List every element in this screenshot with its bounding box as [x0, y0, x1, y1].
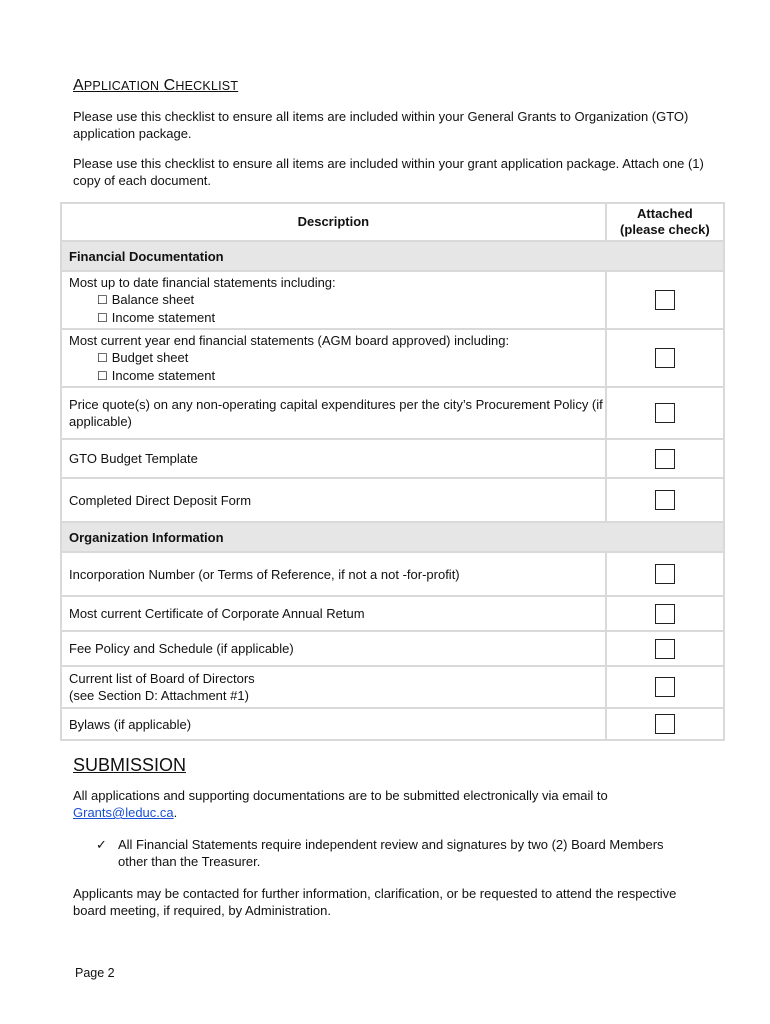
row-description: Most current Certificate of Corporate Annual Retum: [61, 596, 606, 631]
table-row: [61, 271, 724, 329]
table-row: [61, 596, 724, 631]
submission-paragraph-1: [73, 787, 713, 821]
table-row: [61, 329, 724, 387]
attached-checkbox[interactable]: [655, 490, 675, 510]
attached-cell: [606, 708, 724, 740]
heading-word-checklist: HECKLIST: [175, 79, 239, 93]
table-row: [61, 708, 724, 740]
row-text: Most up to date financial statements including:: [69, 274, 336, 290]
row-description: Fee Policy and Schedule (if applicable): [61, 631, 606, 666]
section-row-organization: [61, 522, 724, 552]
sub-item-label: Income statement: [111, 367, 216, 383]
empty-box-icon: ☐: [97, 368, 108, 383]
table-row: [61, 552, 724, 596]
row-description: Incorporation Number (or Terms of Reference, if not a not -for-profit): [61, 552, 606, 596]
page-number: Page 2: [75, 966, 115, 980]
attached-cell: [606, 439, 724, 478]
row-description: Bylaws (if applicable): [61, 708, 606, 740]
attached-checkbox[interactable]: [655, 348, 675, 368]
submission-paragraph-2: Applicants may be contacted for further information, clarification, or be requested to attend the respective board meeting, if required, by Administration.: [73, 886, 677, 918]
attached-cell: [606, 329, 724, 387]
row-description: [61, 666, 606, 708]
attached-cell: [606, 596, 724, 631]
table-header-row: [61, 203, 724, 241]
section-row-financial: [61, 241, 724, 271]
attached-checkbox[interactable]: [655, 714, 675, 734]
row-description: GTO Budget Template: [61, 439, 606, 478]
attached-checkbox[interactable]: [655, 639, 675, 659]
submission-bullet: [96, 836, 696, 870]
attached-cell: [606, 631, 724, 666]
row-text-line2: (see Section D: Attachment #1): [69, 688, 249, 703]
sub-item: [69, 367, 605, 385]
sub-item: [69, 291, 605, 309]
attached-checkbox[interactable]: [655, 564, 675, 584]
heading-initial-a: A: [73, 77, 84, 94]
section-title: Financial Documentation: [61, 241, 724, 271]
submission-text: All applications and supporting documentations are to be submitted electronically via email to: [73, 788, 608, 803]
empty-box-icon: ☐: [97, 350, 108, 365]
attached-cell: [606, 478, 724, 522]
row-text: Current list of Board of Directors: [69, 671, 255, 686]
row-description: [61, 271, 606, 329]
attached-cell: [606, 552, 724, 596]
empty-box-icon: ☐: [97, 292, 108, 307]
attached-checkbox[interactable]: [655, 403, 675, 423]
submission-heading: SUBMISSION: [73, 755, 187, 775]
sub-item-label: Budget sheet: [111, 349, 189, 365]
header-attached-line1: Attached: [637, 206, 693, 221]
attached-checkbox[interactable]: [655, 290, 675, 310]
checkmark-icon: ✓: [96, 837, 107, 852]
sub-item-label: Balance sheet: [111, 291, 195, 307]
checklist-table: [60, 202, 725, 741]
sub-item: [69, 309, 605, 327]
table-row: [61, 478, 724, 522]
attached-checkbox[interactable]: [655, 449, 675, 469]
attached-cell: [606, 666, 724, 708]
table-row: [61, 387, 724, 439]
sub-item: [69, 349, 605, 367]
table-row: [61, 666, 724, 708]
intro-paragraph-1: Please use this checklist to ensure all items are included within your General Grants to Organization (GTO) application package.: [73, 109, 689, 141]
header-attached-line2: (please check): [620, 222, 710, 237]
table-row: [61, 631, 724, 666]
attached-checkbox[interactable]: [655, 604, 675, 624]
submission-period: .: [173, 805, 178, 820]
heading-word-application: PPLICATION: [83, 79, 160, 93]
row-description: Price quote(s) on any non-operating capital expenditures per the city’s Procurement Policy (if applicable): [61, 387, 606, 439]
attached-cell: [606, 387, 724, 439]
empty-box-icon: ☐: [97, 310, 108, 325]
attached-checkbox[interactable]: [655, 677, 675, 697]
row-text: Most current year end financial statements (AGM board approved) including:: [69, 332, 510, 348]
sub-item-label: Income statement: [111, 309, 216, 325]
checklist-heading: [73, 77, 238, 95]
row-description: Completed Direct Deposit Form: [61, 478, 606, 522]
header-description: Description: [61, 203, 606, 241]
header-attached: [606, 203, 724, 241]
attached-cell: [606, 271, 724, 329]
email-link[interactable]: Grants@leduc.ca: [73, 805, 174, 820]
intro-paragraph-2: Please use this checklist to ensure all items are included within your grant application package. Attach one (1) copy of each document.: [73, 156, 704, 188]
row-description: [61, 329, 606, 387]
section-title: Organization Information: [61, 522, 724, 552]
heading-initial-c: C: [163, 77, 176, 94]
bullet-text: All Financial Statements require independent review and signatures by two (2) Board Members other than the Treasurer.: [118, 837, 664, 869]
table-row: [61, 439, 724, 478]
